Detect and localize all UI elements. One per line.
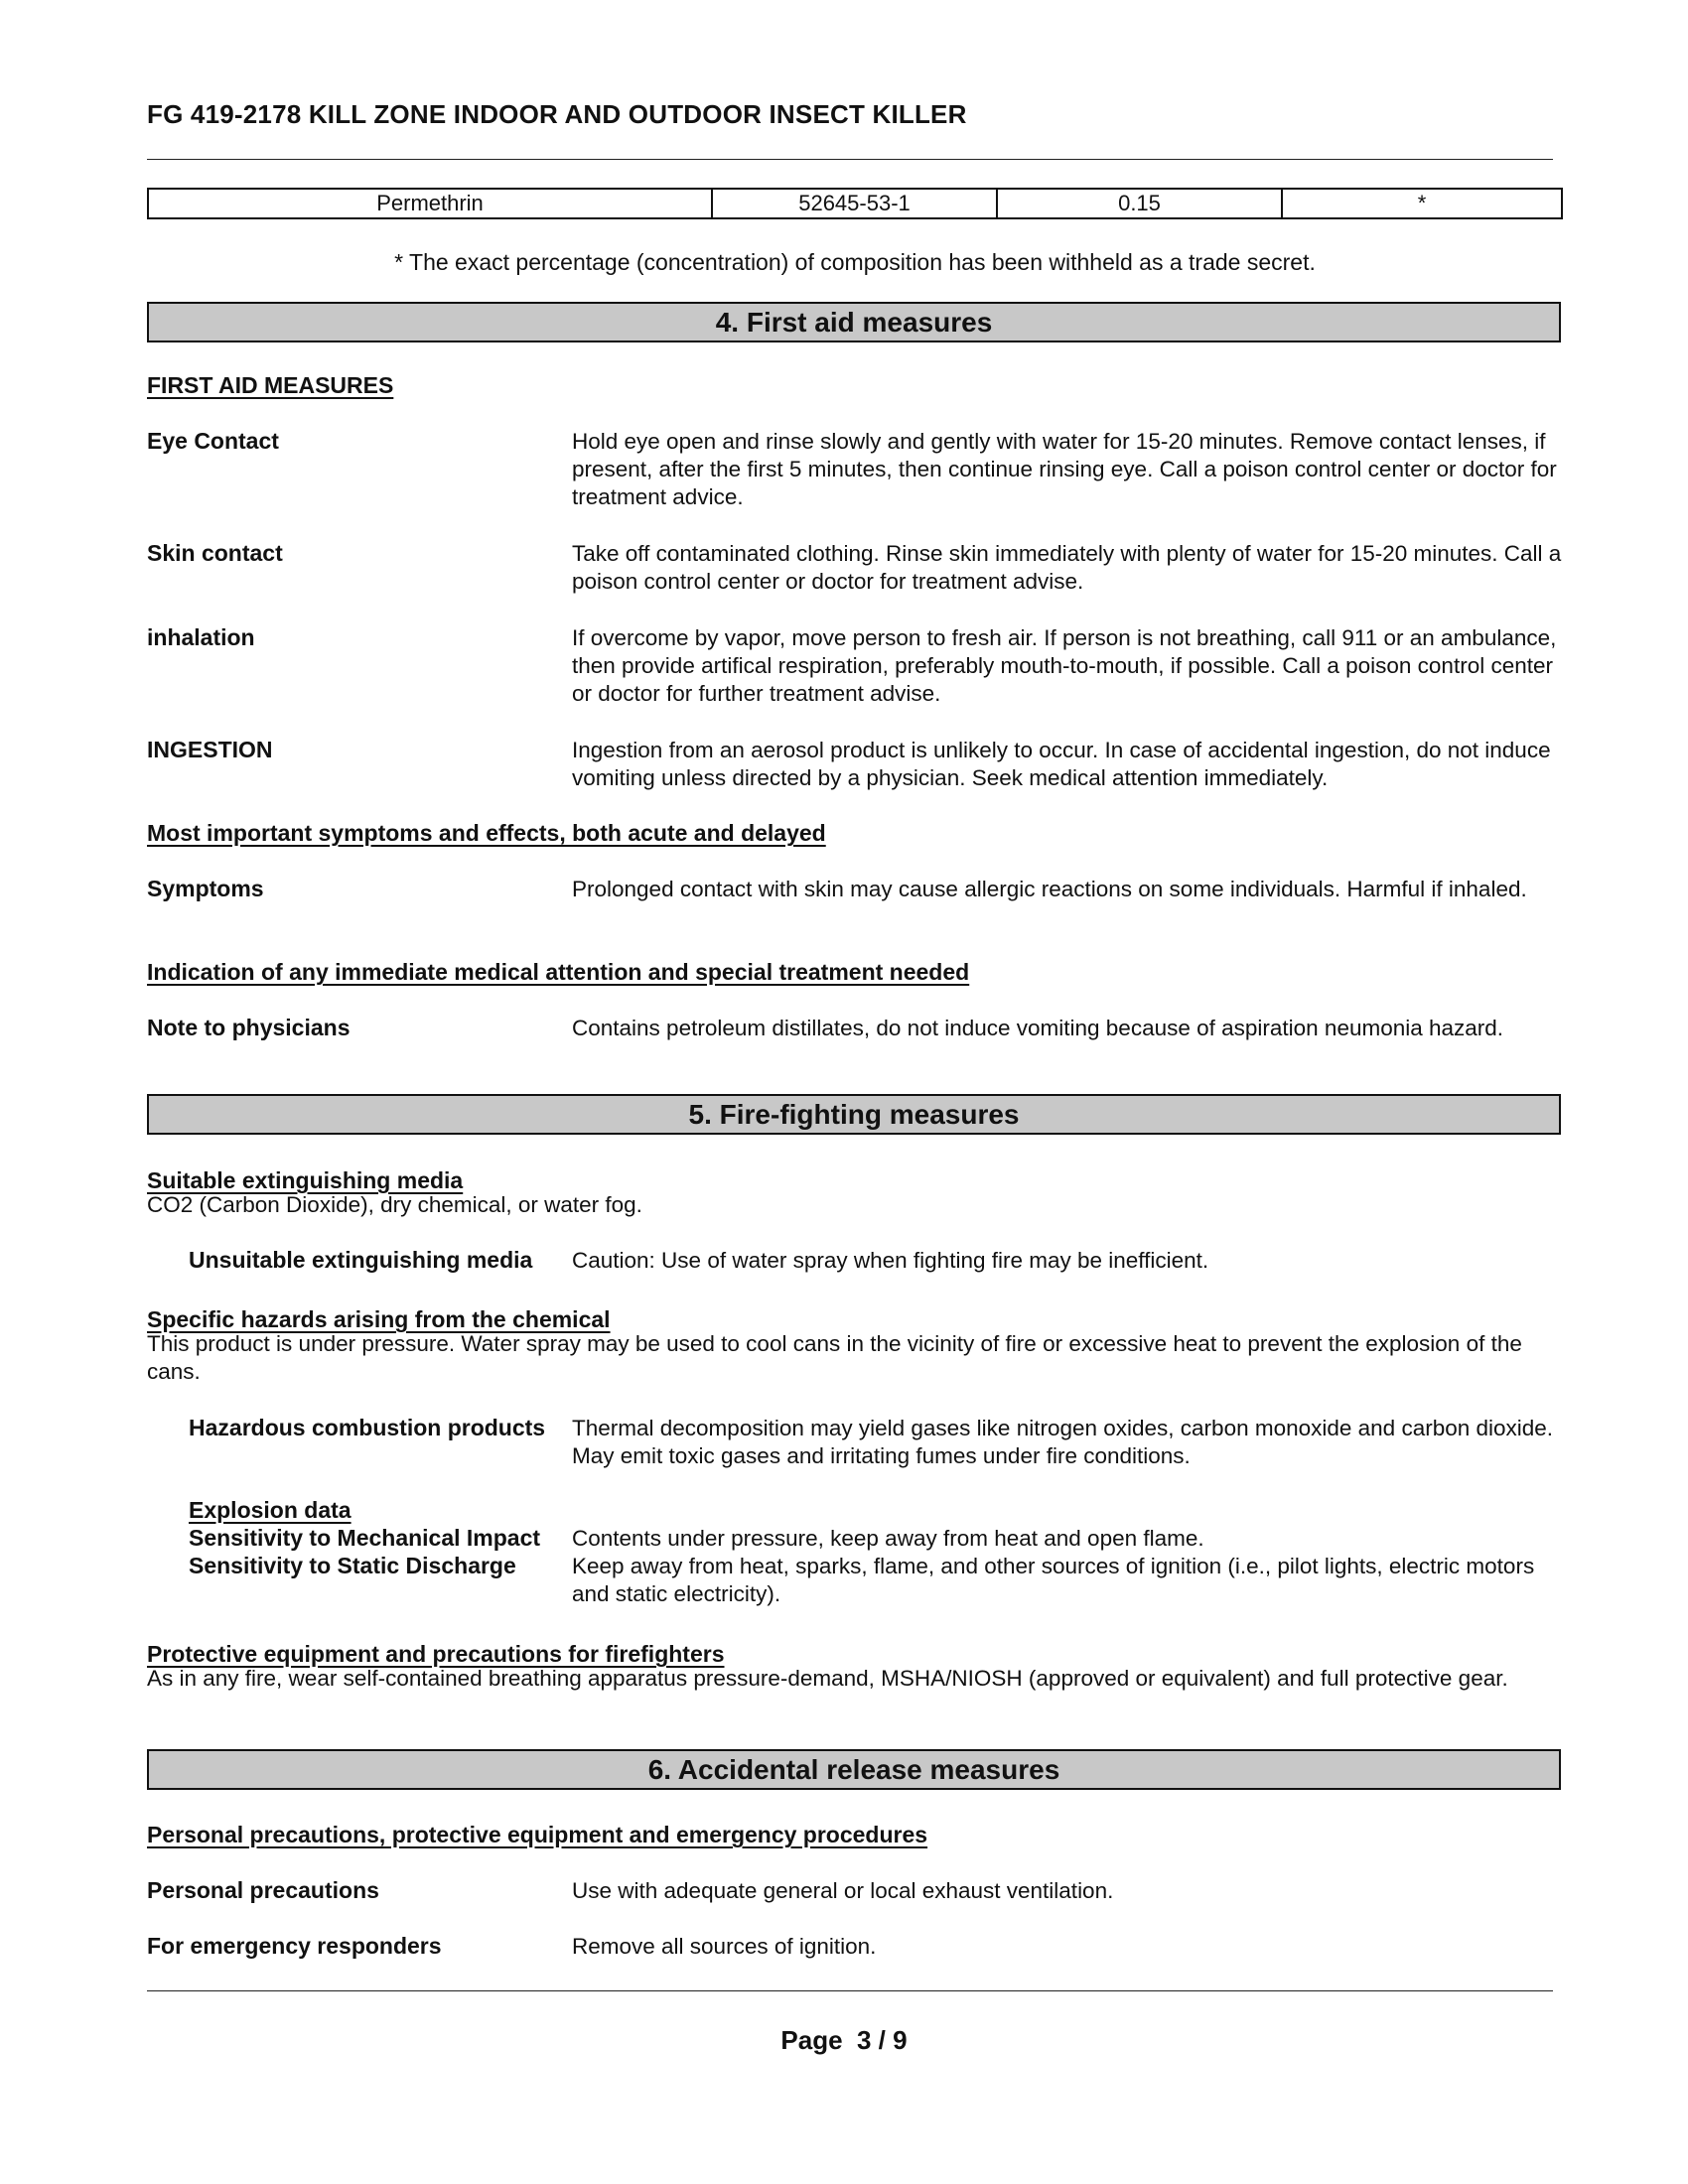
ingestion-text: Ingestion from an aerosol product is unlikely to occur. In case of accidental ingestion, do not induce vomiting unless directed by a physician. Seek medical attention immediately. (572, 738, 1551, 790)
mechanical-impact-label: Sensitivity to Mechanical Impact (189, 1525, 541, 1551)
eye-contact-text: Hold eye open and rinse slowly and gently with water for 15-20 minutes. Remove contact lenses, if present, after the first 5 minutes, then continue rinsing eye. Call a poison control center or doctor for treatment advice. (572, 429, 1557, 509)
specific-hazards-text: This product is under pressure. Water spray may be used to cool cans in the vicinity of fire or excessive heat to prevent the explosion of the cans. (147, 1331, 1522, 1384)
mechanical-impact-text: Contents under pressure, keep away from heat and open flame. (572, 1526, 1204, 1551)
personal-precautions-label: Personal precautions (147, 1877, 379, 1903)
skin-contact-label: Skin contact (147, 540, 283, 566)
cas-number-cell: 52645-53-1 (712, 189, 997, 218)
emergency-responders-label: For emergency responders (147, 1933, 442, 1959)
inhalation-label: inhalation (147, 624, 255, 650)
explosion-data-subheading: Explosion data (189, 1497, 352, 1523)
footer-divider (147, 1990, 1553, 1991)
document-title: FG 419-2178 KILL ZONE INDOOR AND OUTDOOR INSECT KILLER (147, 99, 967, 129)
symptoms-text: Prolonged contact with skin may cause allergic reactions on some individuals. Harmful if inhaled. (572, 877, 1527, 901)
section-5-header: 5. Fire-fighting measures (147, 1094, 1561, 1135)
section-4-header: 4. First aid measures (147, 302, 1561, 342)
trade-secret-note: * The exact percentage (concentration) of composition has been withheld as a trade secret. (394, 249, 1316, 275)
table-row (148, 189, 1562, 218)
specific-hazards-subheading: Specific hazards arising from the chemical (147, 1306, 611, 1332)
header-divider (147, 159, 1553, 160)
emergency-responders-text: Remove all sources of ignition. (572, 1934, 877, 1959)
first-aid-subheading: FIRST AID MEASURES (147, 372, 394, 398)
firefighter-equipment-subheading: Protective equipment and precautions for firefighters (147, 1641, 725, 1667)
combustion-products-label: Hazardous combustion products (189, 1415, 546, 1440)
inhalation-text: If overcome by vapor, move person to fresh air. If person is not breathing, call 911 or an ambulance, then provide artifical respiration, preferably mouth-to-mouth, if possible. Call a poison control center or doctor for further treatment advise. (572, 625, 1557, 706)
medical-attention-subheading: Indication of any immediate medical attention and special treatment needed (147, 959, 970, 985)
eye-contact-label: Eye Contact (147, 428, 279, 454)
composition-table (147, 188, 1563, 219)
personal-precautions-text: Use with adequate general or local exhaust ventilation. (572, 1878, 1114, 1903)
note-to-physicians-label: Note to physicians (147, 1015, 351, 1040)
combustion-products-text: Thermal decomposition may yield gases like nitrogen oxides, carbon monoxide and carbon dioxide. May emit toxic gases and irritating fumes under fire conditions. (572, 1416, 1554, 1468)
ingestion-label: INGESTION (147, 737, 273, 762)
suitable-media-text: CO2 (Carbon Dioxide), dry chemical, or water fog. (147, 1192, 642, 1217)
weight-percent-cell: 0.15 (997, 189, 1282, 218)
symptoms-label: Symptoms (147, 876, 264, 901)
suitable-media-subheading: Suitable extinguishing media (147, 1167, 464, 1193)
note-to-physicians-text: Contains petroleum distillates, do not induce vomiting because of aspiration neumonia hazard. (572, 1016, 1504, 1040)
personal-precautions-subheading: Personal precautions, protective equipment and emergency procedures (147, 1822, 928, 1847)
symptoms-subheading: Most important symptoms and effects, both acute and delayed (147, 820, 826, 846)
chemical-name-cell: Permethrin (148, 189, 712, 218)
section-6-header: 6. Accidental release measures (147, 1749, 1561, 1790)
static-discharge-text: Keep away from heat, sparks, flame, and other sources of ignition (i.e., pilot lights, electric motors and static electricity). (572, 1554, 1535, 1606)
skin-contact-text: Take off contaminated clothing. Rinse skin immediately with plenty of water for 15-20 minutes. Call a poison control center or doctor for treatment advise. (572, 541, 1562, 594)
page-number: Page 3 / 9 (780, 2025, 908, 2055)
static-discharge-label: Sensitivity to Static Discharge (189, 1553, 516, 1578)
trade-secret-cell: * (1282, 189, 1562, 218)
firefighter-equipment-text: As in any fire, wear self-contained breathing apparatus pressure-demand, MSHA/NIOSH (approved or equivalent) and full protective gear. (147, 1666, 1508, 1691)
unsuitable-media-text: Caution: Use of water spray when fighting fire may be inefficient. (572, 1248, 1209, 1273)
unsuitable-media-label: Unsuitable extinguishing media (189, 1247, 533, 1273)
